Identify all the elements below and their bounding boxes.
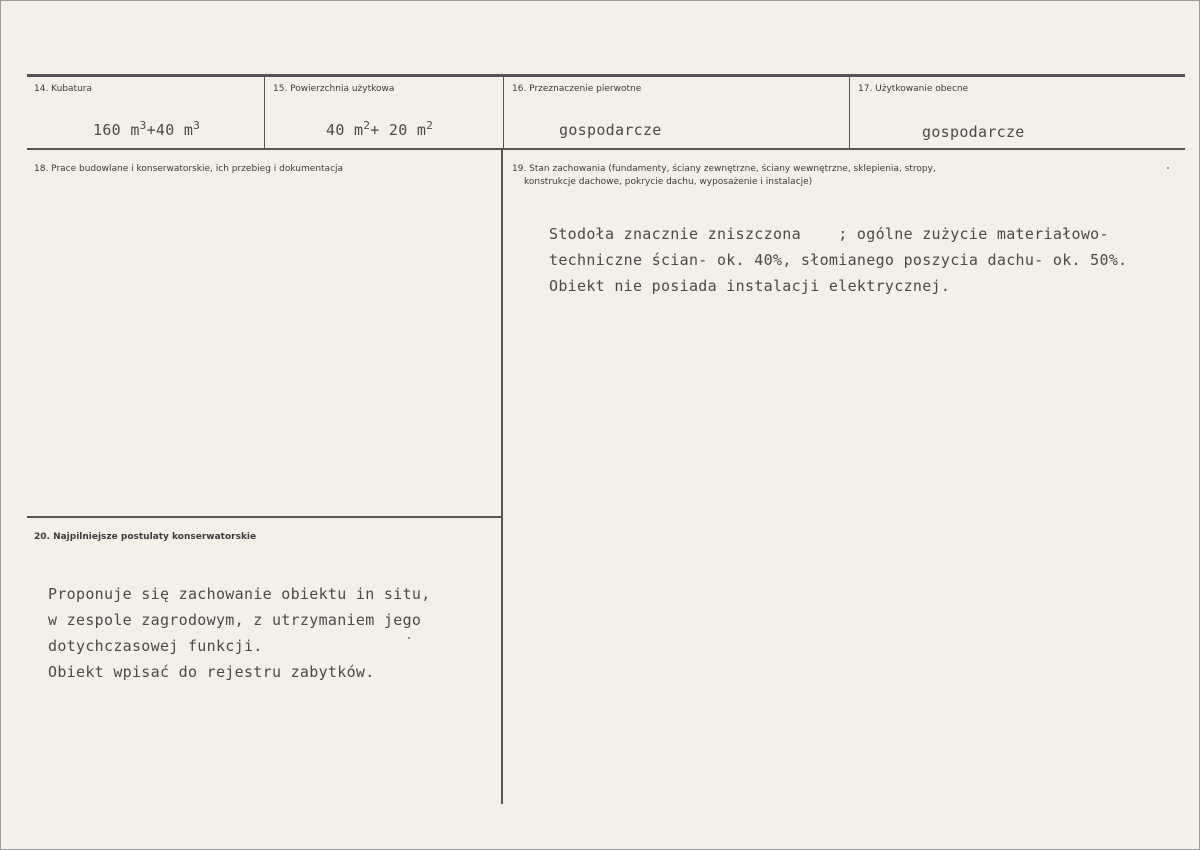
row1-bottom-rule xyxy=(27,148,1185,150)
field-20-line: w zespole zagrodowym, z utrzymaniem jego xyxy=(48,611,422,629)
paper-speck xyxy=(1167,167,1169,169)
divider-16-17 xyxy=(849,76,850,149)
paper-speck xyxy=(408,637,410,639)
field-16-value: gospodarcze xyxy=(559,121,662,139)
field-14-label: 14. Kubatura xyxy=(34,84,93,94)
field-18-label: 18. Prace budowlane i konserwatorskie, ich przebieg i dokumentacja xyxy=(34,164,344,174)
field-19-label-line1: 19. Stan zachowania (fundamenty, ściany zewnętrzne, ściany wewnętrzne, sklepienia, stropy, xyxy=(512,164,936,174)
field-16-label: 16. Przeznaczenie pierwotne xyxy=(512,84,642,94)
divider-left-right xyxy=(501,150,503,804)
field-19-line: techniczne ścian- ok. 40%, słomianego poszycia dachu- ok. 50%. xyxy=(549,251,1128,269)
field-17-label: 17. Użytkowanie obecne xyxy=(858,84,969,94)
field20-top-rule xyxy=(27,516,501,518)
divider-14-15 xyxy=(264,76,265,149)
field-20-label: 20. Najpilniejsze postulaty konserwatorskie xyxy=(34,532,257,542)
field-17-value: gospodarcze xyxy=(922,123,1025,141)
field-19-line: Obiekt nie posiada instalacji elektrycznej. xyxy=(549,277,951,295)
field-19-label-line2: konstrukcje dachowe, pokrycie dachu, wyposażenie i instalacje) xyxy=(524,177,813,187)
top-rule xyxy=(27,74,1185,77)
field-20-line: Obiekt wpisać do rejestru zabytków. xyxy=(48,663,375,681)
field-20-line: Proponuje się zachowanie obiektu in situ, xyxy=(48,585,431,603)
field-19-line: Stodoła znacznie zniszczona ; ogólne zużycie materiałowo- xyxy=(549,225,1109,243)
divider-15-16 xyxy=(503,76,504,149)
field-14-value: 160 $m^3+40$ $m^3$ xyxy=(93,119,201,139)
field-15-label: 15. Powierzchnia użytkowa xyxy=(273,84,395,94)
field-20-line: dotychczasowej funkcji. xyxy=(48,637,263,655)
field-15-value: 40 $m^2+ 20$ $m^2$ xyxy=(326,119,434,139)
